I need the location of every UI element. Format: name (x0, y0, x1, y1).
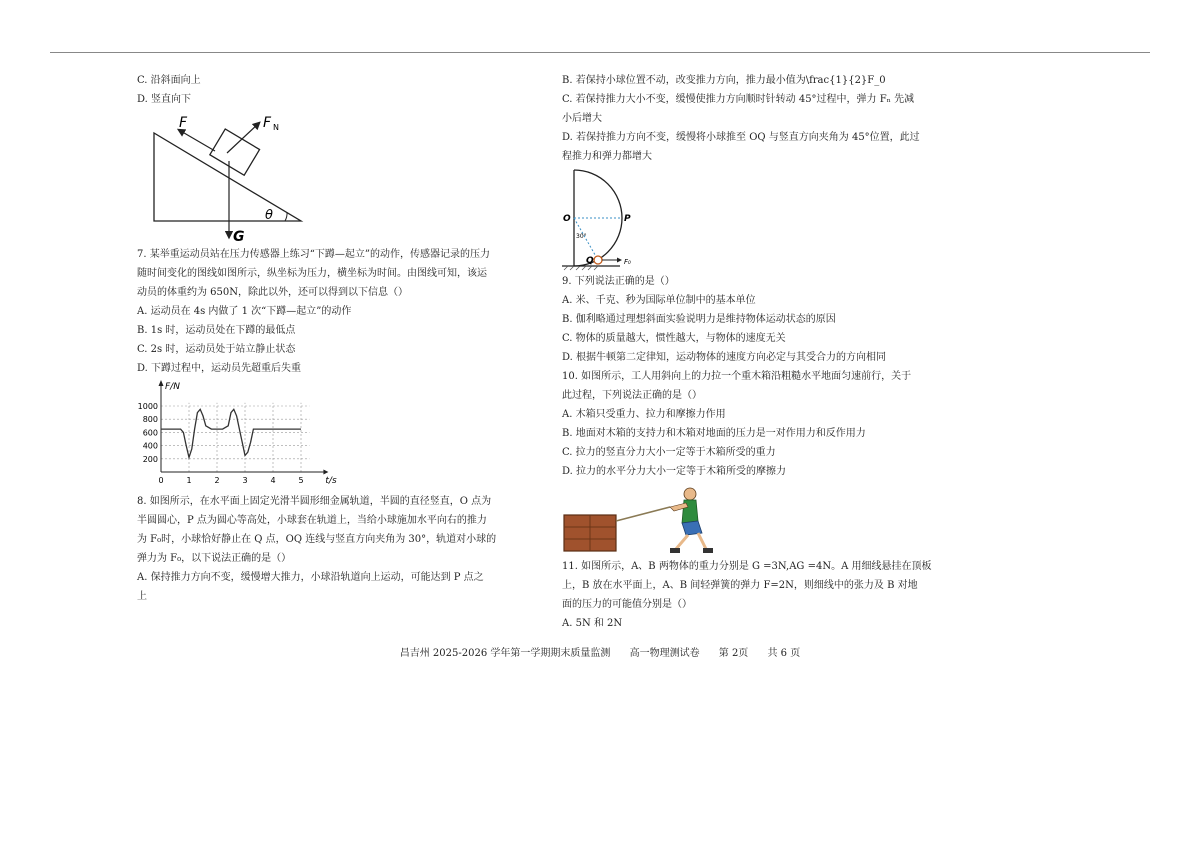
semicircle-track-figure (560, 168, 660, 272)
force-time-chart (131, 380, 341, 492)
q6-option-d: D. 竖直向下 (137, 94, 192, 105)
ground-hatch (564, 266, 598, 270)
force-f-arrow (179, 130, 215, 151)
q8-line-1: 8. 如图所示，在水平面上固定光滑半圆形细金属轨道，半圆的直径竖直，O 点为 (137, 496, 492, 507)
worker-head (684, 488, 696, 500)
x-tick-label: 0 (158, 476, 164, 485)
q10-option-d: D. 拉力的水平分力大小一定等于木箱所受的摩擦力 (562, 466, 787, 477)
q9-stem: 9. 下列说法正确的是（） (562, 276, 675, 287)
q9-option-a: A. 米、千克、秒为国际单位制中的基本单位 (562, 295, 756, 306)
q6-option-c: C. 沿斜面向上 (137, 75, 201, 86)
q8-option-c: C. 若保持推力大小不变，缓慢使推力方向顺时针转动 45°过程中，弹力 Fₙ 先减 (562, 94, 915, 105)
q9-option-b: B. 伽利略通过理想斜面实验说明力是维持物体运动状态的原因 (562, 314, 836, 325)
q8-line-4: 弹力为 F₀，以下说法正确的是（） (137, 553, 292, 564)
q8-option-d-cont: 程推力和弹力都增大 (562, 151, 652, 162)
x-axis-label: t/s (325, 476, 337, 486)
x-tick-label: 2 (214, 476, 220, 485)
label-f0: F₀ (624, 258, 631, 266)
label-q: Q (586, 256, 594, 266)
label-o: O (563, 214, 571, 224)
q9-option-d: D. 根据牛顿第二定律知，运动物体的速度方向必定与其受合力的方向相同 (562, 352, 887, 363)
y-tick-label: 600 (142, 428, 158, 438)
ball-q (594, 256, 602, 264)
q11-option-a: A. 5N 和 2N (562, 618, 623, 629)
q8-option-c-cont: 小后增大 (562, 113, 602, 124)
q7-option-a: A. 运动员在 4s 内做了 1 次“下蹲—起立”的动作 (137, 306, 352, 317)
y-axis-label: F/N (165, 382, 180, 392)
page-footer (0, 644, 1200, 659)
q10-line-2: 此过程，下列说法正确的是（） (562, 390, 702, 401)
q10-option-b: B. 地面对木箱的支持力和木箱对地面的压力是一对作用力和反作用力 (562, 428, 866, 439)
q8-option-b: B. 若保持小球位置不动，改变推力方向，推力最小值为\frac{1}{2}F_0 (562, 75, 886, 86)
q10-option-c: C. 拉力的竖直分力大小一定等于木箱所受的重力 (562, 447, 776, 458)
label-fn: F (263, 115, 272, 131)
y-axis-arrowhead (159, 380, 164, 386)
y-tick-label: 400 (142, 441, 158, 451)
label-theta: θ (265, 208, 273, 223)
q10-option-a: A. 木箱只受重力、拉力和摩擦力作用 (562, 409, 726, 420)
worker-pulling-crate-figure (562, 485, 722, 557)
q9-option-c: C. 物体的质量越大，惯性越大，与物体的速度无关 (562, 333, 786, 344)
worker-leg (698, 533, 706, 549)
label-30-degrees: 30° (576, 233, 587, 240)
q7-line-1: 7. 某举重运动员站在压力传感器上练习“下蹲—起立”的动作，传感器记录的压力 (137, 249, 490, 260)
q7-option-d: D. 下蹲过程中，运动员先超重后失重 (137, 363, 302, 374)
right-column (562, 71, 932, 633)
label-g: G (233, 229, 245, 245)
label-f: F (179, 115, 188, 131)
y-tick-label: 800 (142, 415, 158, 425)
y-tick-label: 200 (142, 454, 158, 464)
worker-leg (676, 535, 688, 549)
worker-shoe (670, 548, 680, 553)
block-on-incline (210, 129, 260, 175)
header-rule (50, 52, 1150, 53)
theta-arc (285, 212, 287, 221)
q8-line-3: 为 F₀时，小球恰好静止在 Q 点，OQ 连线与竖直方向夹角为 30°，轨道对小球的 (137, 534, 497, 545)
footer-page-number: 第 2页 (718, 648, 749, 659)
q7-option-b: B. 1s 时，运动员处在下蹲的最低点 (137, 325, 296, 336)
x-tick-label: 5 (298, 476, 304, 485)
q7-line-2: 随时间变化的图线如图所示，纵坐标为压力，横坐标为时间。由图线可知，该运 (137, 268, 487, 279)
q7-line-3: 动员的体重约为 650N，除此以外，还可以得到以下信息（） (137, 287, 409, 298)
incline-figure (129, 113, 309, 245)
x-axis-arrowhead (323, 470, 328, 475)
y-tick-label: 1000 (137, 402, 158, 411)
q8-option-d: D. 若保持推力方向不变，缓慢将小球推至 OQ 与竖直方向夹角为 45°位置，此过 (562, 132, 920, 143)
worker-shoe (703, 548, 713, 553)
footer-total-pages: 共 6 页 (767, 648, 801, 659)
left-column (137, 71, 497, 606)
q11-line-1: 11. 如图所示，A、B 两物体的重力分别是 G =3N,AG =4N。A 用细线悬挂在顶板 (562, 561, 932, 572)
label-fn-sub: N (273, 123, 279, 132)
q8-line-2: 半圆圆心，P 点为圆心等高处，小球套在轨道上，当给小球施加水平向右的推力 (137, 515, 487, 526)
footer-subject: 高一物理测试卷 (629, 648, 700, 659)
x-tick-label: 3 (242, 476, 248, 485)
q7-option-c: C. 2s 时，运动员处于站立静止状态 (137, 344, 296, 355)
force-curve (161, 409, 301, 457)
q8-option-a: A. 保持推力方向不变，缓慢增大推力，小球沿轨道向上运动，可能达到 P 点之 (137, 572, 484, 583)
q11-line-2: 上，B 放在水平面上，A、B 间轻弹簧的弹力 F=2N，则细线中的张力及 B 对地 (562, 580, 918, 591)
q8-option-a-cont: 上 (137, 591, 147, 602)
q10-line-1: 10. 如图所示，工人用斜向上的力拉一个重木箱沿粗糙水平地面匀速前行，关于 (562, 371, 912, 382)
pull-rope (616, 507, 670, 521)
x-tick-label: 1 (186, 476, 192, 485)
x-tick-label: 4 (270, 476, 276, 485)
label-p: P (624, 214, 631, 224)
push-force-arrowhead (617, 258, 622, 263)
q11-line-3: 面的压力的可能值分别是（） (562, 599, 692, 610)
footer-exam-title: 昌吉州 2025-2026 学年第一学期期末质量监测 (399, 648, 611, 659)
